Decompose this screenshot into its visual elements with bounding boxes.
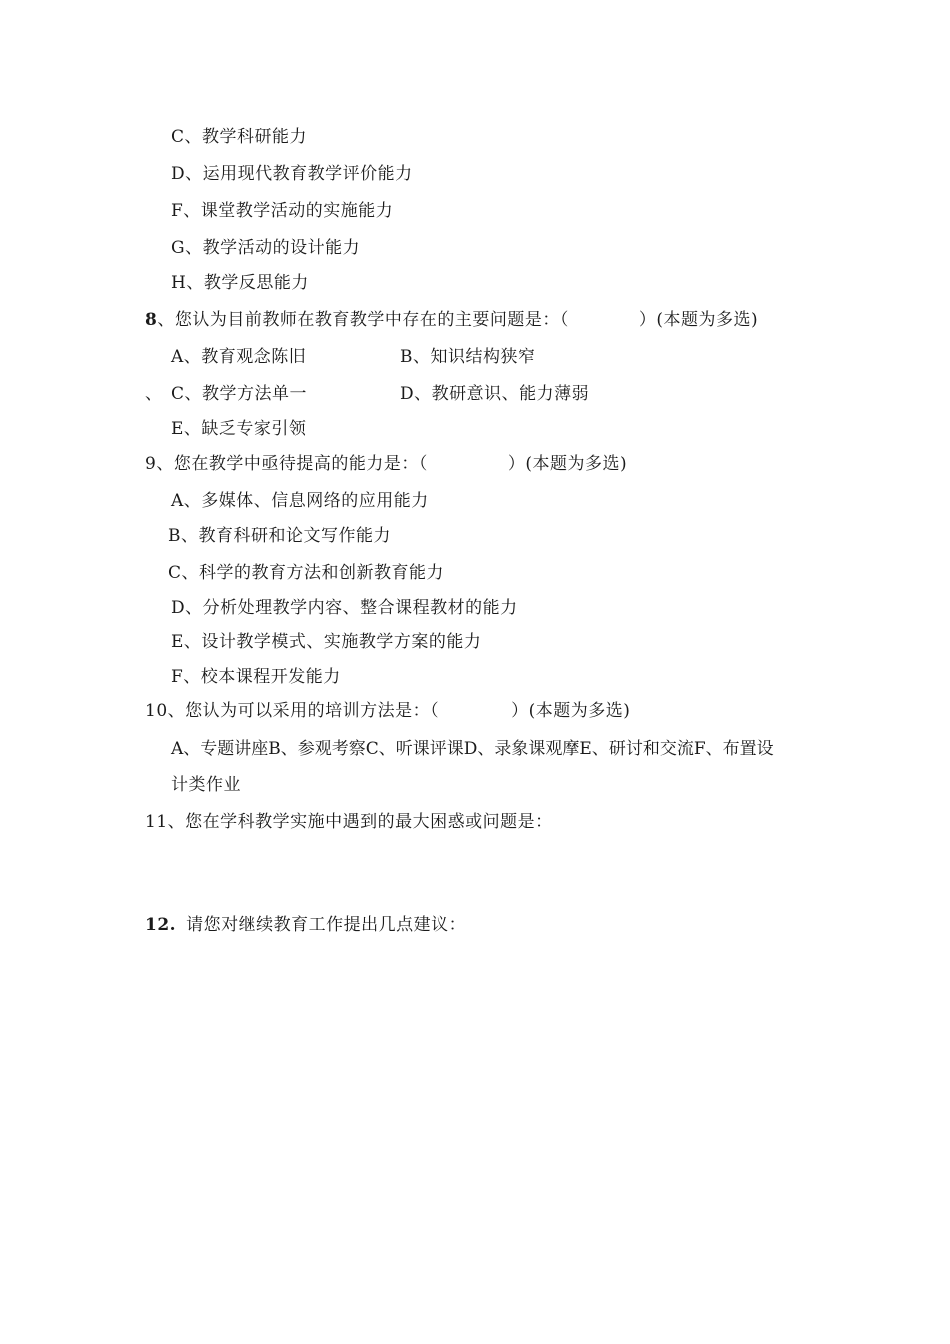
q9-question [145, 453, 627, 475]
q8-option-e: E、缺乏专家引领 [171, 419, 307, 439]
q9-option-f: F、校本课程开发能力 [171, 667, 341, 687]
q8-number: 8 [145, 310, 158, 330]
q10-options-line-1: A、专题讲座B、参观考察C、听课评课D、录象课观摩E、研讨和交流F、布置设 [171, 739, 774, 759]
q8-stray-mark: 、 [145, 384, 163, 404]
q10-options-line-2: 计类作业 [171, 775, 241, 795]
q12-number: 12. [145, 915, 177, 935]
q7-option-f: F、课堂教学活动的实施能力 [171, 201, 394, 221]
q9-option-a: A、多媒体、信息网络的应用能力 [171, 491, 429, 511]
q9-text: 9、您在教学中亟待提高的能力是：（ [145, 454, 428, 474]
q9-option-c: C、科学的教育方法和创新教育能力 [168, 563, 445, 583]
q11-question: 11、您在学科教学实施中遇到的最大困惑或问题是： [145, 812, 553, 832]
q10-text: 10、您认为可以采用的培训方法是：（ [145, 701, 440, 721]
q8-option-a: A、教育观念陈旧 [171, 347, 307, 367]
q8-option-b: B、知识结构狭窄 [400, 347, 536, 367]
q7-option-d: D、运用现代教育教学评价能力 [171, 164, 413, 184]
q8-question [145, 309, 758, 331]
q8-close: ）(本题为多选) [638, 310, 759, 330]
q9-option-e: E、设计教学模式、实施教学方案的能力 [171, 632, 482, 652]
q7-option-c: C、教学科研能力 [171, 127, 308, 147]
q8-text: 、您认为目前教师在教育教学中存在的主要问题是：（ [157, 310, 569, 330]
q10-question [145, 700, 630, 722]
q12-text: 请您对继续教育工作提出几点建议： [186, 915, 467, 935]
q9-option-d: D、分析处理教学内容、整合课程教材的能力 [171, 598, 518, 618]
q10-close: ）(本题为多选) [511, 701, 631, 721]
q9-close: ）(本题为多选) [507, 454, 628, 474]
q7-option-g: G、教学活动的设计能力 [171, 238, 361, 258]
q7-option-h: H、教学反思能力 [171, 273, 309, 293]
q8-option-c: C、教学方法单一 [171, 384, 308, 404]
q12-question [145, 914, 466, 936]
q8-option-d: D、教研意识、能力薄弱 [400, 384, 590, 404]
q9-option-b: B、教育科研和论文写作能力 [168, 526, 391, 546]
